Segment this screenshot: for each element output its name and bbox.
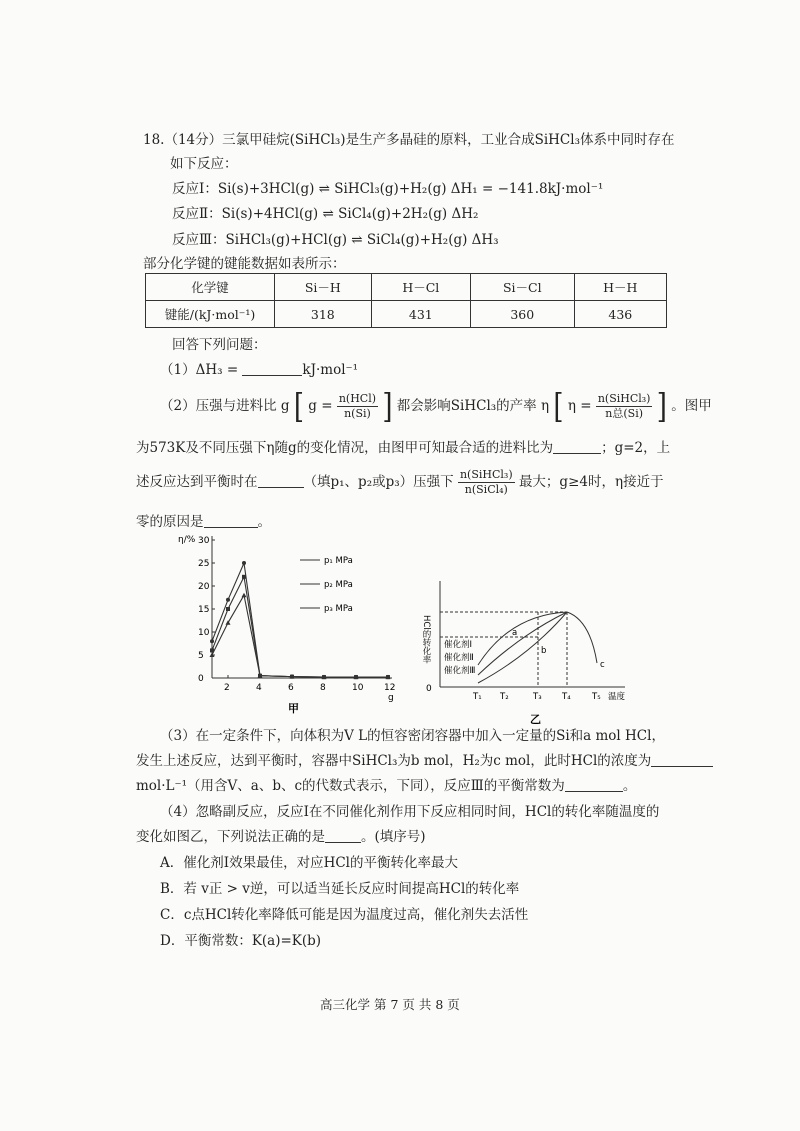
y-tick-label: 25 <box>198 559 210 569</box>
reaction-1: 反应Ⅰ：Si(s)+3HCl(g) ⇌ SiHCl₃(g)+H₂(g) ΔH₁ = −141.8kJ·mol⁻¹ <box>172 181 604 197</box>
bracket-close: ] <box>382 387 393 426</box>
bracket-close: ] <box>656 387 667 426</box>
q2-line2 <box>136 436 670 456</box>
q4-answer-blank[interactable] <box>325 830 361 843</box>
chart-title: 乙 <box>530 713 541 726</box>
legend-label: p₃ MPa <box>324 604 353 614</box>
q3-constant-blank[interactable] <box>565 779 623 792</box>
y-tick-label: 30 <box>198 536 210 546</box>
q2-text-b: 都会影响SiHCl₃的产率 η <box>396 398 550 414</box>
table-header-cell: 化学键 <box>146 274 275 301</box>
option-c[interactable]: C．c点HCl转化率降低可能是因为温度过高，催化剂失去活性 <box>160 907 529 923</box>
x-tick-label: T₃ <box>533 692 542 702</box>
y-axis-label: HCl的转化率 <box>421 615 431 664</box>
reaction-3: 反应Ⅲ：SiHCl₃(g)+HCl(g) ⇌ SiCl₄(g)+H₂(g) ΔH₃ <box>172 232 499 248</box>
x-tick-label: T₄ <box>562 692 571 702</box>
legend-label: 催化剂Ⅰ <box>444 640 473 650</box>
origin-label: 0 <box>426 684 432 694</box>
q3-line2-text: 发生上述反应，达到平衡时，容器中SiHCl₃为b mol，H₂为c mol，此时HCl的浓度为 <box>136 753 652 769</box>
option-d[interactable]: D．平衡常数：K(a)=K(b) <box>160 933 322 949</box>
y-tick-label: 10 <box>198 628 210 638</box>
x-tick-label: T₁ <box>473 692 482 702</box>
point-label: a <box>512 628 518 638</box>
data-point <box>242 561 246 565</box>
point-label: b <box>541 646 547 656</box>
table-header-cell: Si－Cl <box>470 274 574 301</box>
eta-numerator: n(SiHCl₃) <box>597 392 651 405</box>
chart-jia <box>170 530 410 720</box>
table-row-label: 键能/(kJ·mol⁻¹) <box>146 301 275 328</box>
question-intro-line2: 如下反应： <box>170 156 238 172</box>
q2-line3-text: 述反应达到平衡时在 <box>136 474 258 490</box>
page-footer: 高三化学 第 7 页 共 8 页 <box>320 997 460 1012</box>
eta-denominator: n总(Si) <box>605 407 644 420</box>
y-tick-label: 0 <box>198 674 204 684</box>
data-point <box>242 575 246 579</box>
legend-label: p₁ MPa <box>324 556 353 566</box>
series-line <box>212 563 388 677</box>
bond-energy-table <box>145 273 667 328</box>
q2-line4-end: 。 <box>257 514 271 530</box>
chart-title: 甲 <box>288 702 299 715</box>
bracket-open: [ <box>293 387 304 426</box>
x-axis-label: g <box>388 693 394 703</box>
q3-line3-text: mol·L⁻¹（用含V、a、b、c的代数式表示，下同），反应Ⅲ的平衡常数为 <box>136 778 565 794</box>
data-point <box>226 620 231 625</box>
q1-line <box>160 358 358 378</box>
table-cell: 431 <box>371 301 470 328</box>
x-tick-label: 12 <box>384 683 396 693</box>
x-tick-label: 2 <box>224 683 230 693</box>
q2-line2-text-end: ；g=2，上 <box>601 440 671 456</box>
option-b[interactable]: B．若 v正 > v逆，可以适当延长反应时间提高HCl的转化率 <box>160 881 520 897</box>
q1-answer-blank[interactable] <box>242 363 302 376</box>
data-point <box>210 639 214 643</box>
legend-label: 催化剂Ⅱ <box>444 653 474 663</box>
point-label: c <box>600 660 605 670</box>
q3-concentration-blank[interactable] <box>651 754 713 767</box>
bracket-open: [ <box>553 387 564 426</box>
q4-line1: （4）忽略副反应，反应Ⅰ在不同催化剂作用下反应相同时间，HCl的转化率随温度的 <box>160 804 660 820</box>
data-point <box>226 607 230 611</box>
reaction-2: 反应Ⅱ：Si(s)+4HCl(g) ⇌ SiCl₄(g)+2H₂(g) ΔH₂ <box>172 206 479 222</box>
answer-intro: 回答下列问题： <box>172 337 267 353</box>
q3-line1: （3）在一定条件下，向体积为V L的恒容密闭容器中加入一定量的Si和a mol HCl， <box>160 728 665 744</box>
q2-text-c: 。图甲 <box>671 398 712 414</box>
q3-line3 <box>136 774 636 794</box>
table-intro: 部分化学键的键能数据如表所示： <box>143 256 346 272</box>
q4-line2-text: 变化如图乙，下列说法正确的是 <box>136 829 325 845</box>
table-row <box>146 274 667 301</box>
g-eq: g = <box>308 398 333 414</box>
q2-reason-blank[interactable] <box>204 515 258 528</box>
option-a[interactable]: A．催化剂Ⅰ效果最佳，对应HCl的平衡转化率最大 <box>160 855 459 871</box>
q2-ratio-blank[interactable] <box>553 441 601 454</box>
q2-line3-text-mid: （填p₁、p₂或p₃）压强下 <box>303 474 454 490</box>
series-line <box>212 577 388 677</box>
x-tick-label: T₅ <box>592 692 601 702</box>
q1-prefix: （1）ΔH₃ = <box>160 362 243 378</box>
q2-line3 <box>136 462 664 502</box>
q3-line2 <box>136 749 713 769</box>
y-tick-label: 5 <box>198 651 204 661</box>
data-point <box>226 598 230 602</box>
chart-yi <box>420 575 640 726</box>
table-header-cell: H－H <box>574 274 666 301</box>
q2-line1 <box>160 386 712 426</box>
g-fraction <box>337 392 378 421</box>
q4-line2-end: 。(填序号) <box>361 829 426 845</box>
x-tick-label: 6 <box>288 683 294 693</box>
q2-line4-text: 零的原因是 <box>136 514 204 530</box>
ratio-fraction <box>458 468 515 497</box>
table-row <box>146 301 667 328</box>
eta-fraction <box>596 392 653 421</box>
q2-pressure-blank[interactable] <box>258 475 304 488</box>
curve-catalyst-2 <box>478 612 567 675</box>
table-cell: 436 <box>574 301 666 328</box>
curve-decline <box>567 612 597 663</box>
eta-eq: η = <box>567 398 592 414</box>
q4-line2 <box>136 825 426 845</box>
x-tick-label: T₂ <box>500 692 509 702</box>
table-cell: 360 <box>470 301 574 328</box>
table-cell: 318 <box>275 301 372 328</box>
y-tick-label: 15 <box>198 605 210 615</box>
legend-label: 催化剂Ⅲ <box>444 666 476 676</box>
y-axis-label: η/% <box>178 535 196 545</box>
q2-text-a: （2）压强与进料比 g <box>160 398 290 414</box>
q2-line4 <box>136 510 271 530</box>
question-intro-line1: 18.（14分）三氯甲硅烷(SiHCl₃)是生产多晶硅的原料，工业合成SiHCl₃体系中同时存在 <box>143 132 675 148</box>
data-point <box>242 593 247 598</box>
g-denominator: n(Si) <box>344 407 371 420</box>
q2-line3-text-end: 最大；g≥4时，η接近于 <box>518 474 664 490</box>
g-numerator: n(HCl) <box>338 392 377 405</box>
x-axis-label: 温度 <box>608 692 626 702</box>
y-tick-label: 20 <box>198 582 210 592</box>
x-tick-label: 8 <box>320 683 326 693</box>
ratio-numerator: n(SiHCl₃) <box>459 468 513 481</box>
q2-line2-text: 为573K及不同压强下η随g的变化情况，由图甲可知最合适的进料比为 <box>136 440 554 456</box>
ratio-denominator: n(SiCl₄) <box>464 483 508 496</box>
legend-label: p₂ MPa <box>324 580 353 590</box>
q1-suffix: kJ·mol⁻¹ <box>302 362 359 378</box>
q3-line3-end: 。 <box>622 778 637 794</box>
x-tick-label: 10 <box>352 683 364 693</box>
x-tick-label: 4 <box>256 683 262 693</box>
table-header-cell: H－Cl <box>371 274 470 301</box>
table-header-cell: Si－H <box>275 274 372 301</box>
